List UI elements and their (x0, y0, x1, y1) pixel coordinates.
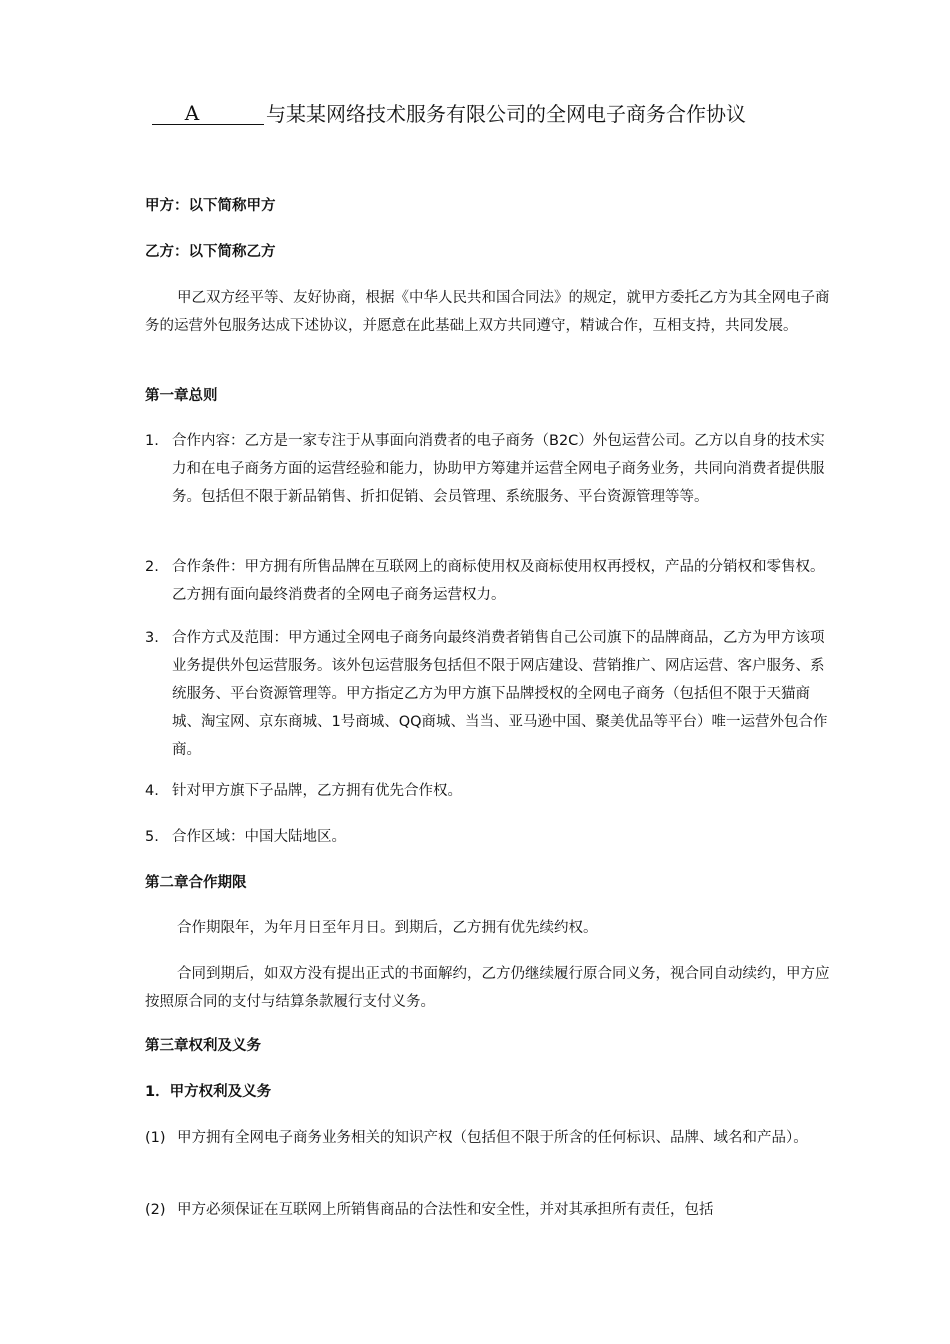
chapter1-item-3 (145, 624, 835, 764)
chapter1-heading: 第一章总则 (145, 388, 218, 404)
chapter1-item-1 (145, 427, 835, 511)
chapter1-item-2 (145, 553, 835, 609)
chapter3-heading: 第三章权利及义务 (145, 1038, 261, 1054)
chapter2-paragraph-2: 合同到期后，如双方没有提出正式的书面解约，乙方仍继续履行原合同义务，视合同自动续约，甲方应按照原合同的支付与结算条款履行支付义务。 (145, 966, 830, 1010)
item-text: 合作条件：甲方拥有所售品牌在互联网上的商标使用权及商标使用权再授权，产品的分销权和零售权。乙方拥有面向最终消费者的全网电子商务运营权力。 (172, 559, 825, 603)
item-text: 甲方必须保证在互联网上所销售商品的合法性和安全性，并对其承担所有责任，包括 (177, 1202, 714, 1218)
title-text: 与某某网络技术服务有限公司的全网电子商务合作协议 (266, 102, 746, 126)
title-blank-right (202, 102, 264, 125)
chapter3-item-1 (145, 1124, 835, 1152)
item-number: (1) (145, 1130, 166, 1146)
chapter3-item-2 (145, 1196, 835, 1224)
document-title (152, 100, 852, 128)
item-text: 甲方拥有全网电子商务业务相关的知识产权（包括但不限于所含的任何标识、品牌、域名和产品）。 (177, 1130, 808, 1146)
chapter1-item-4 (145, 777, 835, 805)
party-b-line: 乙方：以下简称乙方 (145, 244, 276, 260)
item-number: 5. (145, 829, 159, 845)
title-blank-left (152, 102, 182, 125)
item-text: 针对甲方旗下子品牌，乙方拥有优先合作权。 (172, 783, 462, 799)
item-number: 2. (145, 559, 159, 575)
chapter2-heading: 第二章合作期限 (145, 875, 247, 891)
chapter2-paragraph-1: 合作期限年，为年月日至年月日。到期后，乙方拥有优先续约权。 (177, 920, 598, 936)
item-text: 合作方式及范围：甲方通过全网电子商务向最终消费者销售自己公司旗下的品牌商品，乙方为甲方该项业务提供外包运营服务。该外包运营服务包括但不限于网店建设、营销推广、网店运营、客户服务、系统服务、平台资源管理等。甲方指定乙方为甲方旗下品牌授权的全网电子商务（包括但不限于天猫商城、淘宝网、京东商城、1号商城、QQ商城、当当、亚马逊中国、聚美优品等平台）唯一运营外包合作商。 (172, 630, 828, 758)
item-number: 3. (145, 630, 159, 646)
preamble-paragraph: 甲乙双方经平等、友好协商，根据《中华人民共和国合同法》的规定，就甲方委托乙方为其全网电子商务的运营外包服务达成下述协议，并愿意在此基础上双方共同遵守，精诚合作，互相支持，共同发展。 (145, 290, 830, 334)
item-text: 合作区域：中国大陆地区。 (172, 829, 346, 845)
item-number: 1. (145, 433, 159, 449)
item-number: 4. (145, 783, 159, 799)
party-a-line: 甲方：以下简称甲方 (145, 198, 276, 214)
chapter1-item-5 (145, 823, 835, 851)
chapter3-subheading-1: 1．甲方权利及义务 (145, 1084, 272, 1100)
title-blank-letter: A (182, 102, 202, 125)
item-text: 合作内容：乙方是一家专注于从事面向消费者的电子商务（B2C）外包运营公司。乙方以自身的技术实力和在电子商务方面的运营经验和能力，协助甲方筹建并运营全网电子商务业务，共同向消费者提供服务。包括但不限于新品销售、折扣促销、会员管理、系统服务、平台资源管理等等。 (172, 433, 825, 505)
item-number: (2) (145, 1202, 166, 1218)
